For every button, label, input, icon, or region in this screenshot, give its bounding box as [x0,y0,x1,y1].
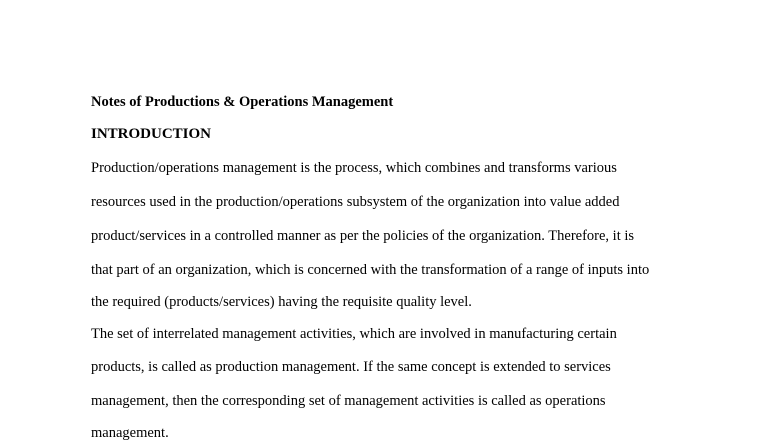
paragraph-line: management. [91,425,169,441]
paragraph-line: products, is called as production management. If the same concept is extended to services [91,359,611,375]
paragraph-line: resources used in the production/operations subsystem of the organization into value added [91,194,620,210]
paragraph-line: management, then the corresponding set of management activities is called as operations [91,393,606,409]
section-heading: INTRODUCTION [91,126,212,142]
paragraph-line: the required (products/services) having the requisite quality level. [91,294,472,310]
paragraph-line: product/services in a controlled manner as per the policies of the organization. Therefore, it is [91,228,635,244]
paragraph-line: The set of interrelated management activities, which are involved in manufacturing certain [91,326,617,342]
document-title: Notes of Productions & Operations Management [91,94,394,110]
paragraph-line: Production/operations management is the process, which combines and transforms various [91,160,617,176]
paragraph-line: that part of an organization, which is concerned with the transformation of a range of inputs into [91,262,650,278]
